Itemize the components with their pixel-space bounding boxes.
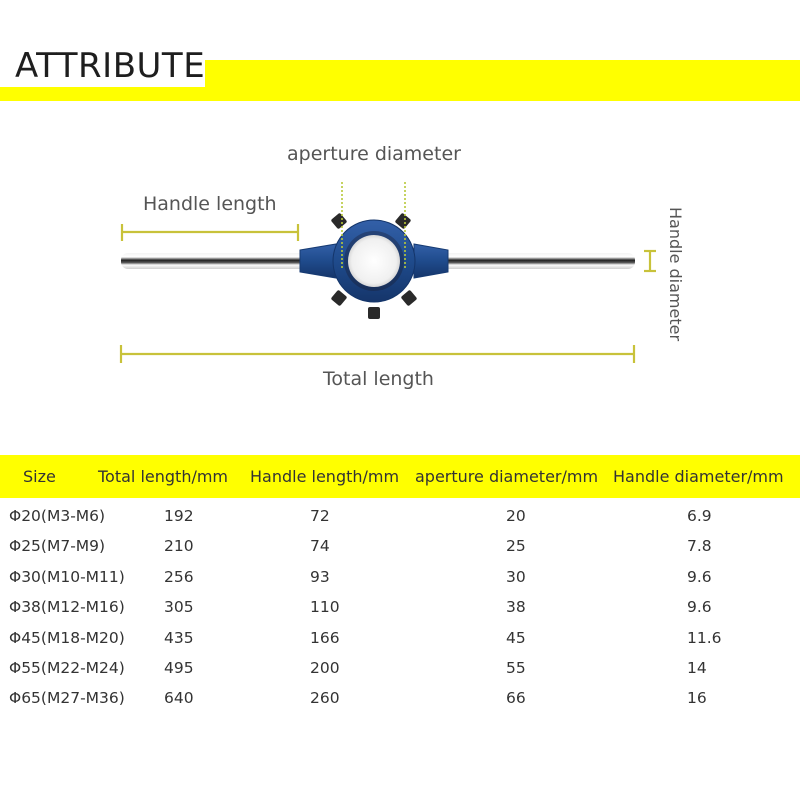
table-row: [0, 562, 800, 592]
spec-table: [0, 455, 800, 714]
cell-aperture-diameter: 25: [506, 537, 526, 556]
title-box: [0, 45, 205, 87]
cell-aperture-diameter: 38: [506, 598, 526, 617]
col-handle-length: Handle length/mm: [250, 467, 400, 486]
table-row: [0, 653, 800, 683]
cell-total-length: 495: [164, 658, 194, 677]
die-handle-diagram: [0, 110, 800, 410]
cell-handle-diameter: 11.6: [687, 628, 722, 647]
page-title: ATTRIBUTE: [15, 46, 206, 86]
table-row: [0, 592, 800, 622]
cell-aperture-diameter: 45: [506, 628, 526, 647]
cell-total-length: 305: [164, 598, 194, 617]
handle-length-label: Handle length: [143, 193, 277, 215]
cell-total-length: 256: [164, 567, 194, 586]
handle-length-dimension: [122, 224, 298, 241]
cell-size: Φ65(M27-M36): [9, 689, 125, 708]
cell-aperture-diameter: 55: [506, 658, 526, 677]
cell-total-length: 640: [164, 689, 194, 708]
cell-size: Φ45(M18-M20): [9, 628, 125, 647]
cell-handle-diameter: 16: [687, 689, 707, 708]
cell-handle-diameter: 9.6: [687, 567, 712, 586]
total-length-label: Total length: [323, 368, 434, 390]
cell-handle-length: 72: [310, 507, 330, 525]
cell-total-length: 210: [164, 537, 194, 556]
cell-handle-length: 93: [310, 567, 330, 586]
aperture-diameter-label: aperture diameter: [287, 143, 461, 165]
cell-total-length: 192: [164, 507, 194, 525]
table-row: [0, 501, 800, 531]
col-handle-diameter: Handle diameter/mm: [613, 467, 784, 486]
handle-diameter-dimension: [644, 251, 656, 271]
cell-handle-length: 200: [310, 658, 340, 677]
cell-size: Φ38(M12-M16): [9, 598, 125, 617]
cell-size: Φ30(M10-M11): [9, 567, 125, 586]
col-size: Size: [23, 467, 56, 486]
col-total-length: Total length/mm: [98, 467, 229, 486]
handle-diameter-label: Handle diameter: [666, 207, 685, 342]
cell-handle-diameter: 14: [687, 658, 707, 677]
cell-aperture-diameter: 20: [506, 507, 526, 525]
col-aperture-diameter: aperture diameter/mm: [415, 467, 599, 486]
cell-aperture-diameter: 30: [506, 567, 526, 586]
cell-size: Φ25(M7-M9): [9, 537, 106, 556]
cell-handle-diameter: 7.8: [687, 537, 712, 556]
cell-size: Φ55(M22-M24): [9, 658, 125, 677]
cell-handle-length: 110: [310, 598, 340, 617]
cell-handle-length: 74: [310, 537, 330, 556]
left-handle-rod: [121, 253, 321, 269]
cell-total-length: 435: [164, 628, 194, 647]
cell-handle-length: 260: [310, 689, 340, 708]
cell-handle-diameter: 9.6: [687, 598, 712, 617]
table-row: [0, 531, 800, 561]
cell-aperture-diameter: 66: [506, 689, 526, 708]
total-length-dimension: [121, 345, 634, 363]
table-row: [0, 683, 800, 713]
cell-size: Φ20(M3-M6): [9, 507, 106, 525]
table-row: [0, 623, 800, 653]
table-header: [0, 455, 800, 498]
right-handle-rod: [440, 253, 635, 269]
cell-handle-length: 166: [310, 628, 340, 647]
cell-handle-diameter: 6.9: [687, 507, 712, 525]
